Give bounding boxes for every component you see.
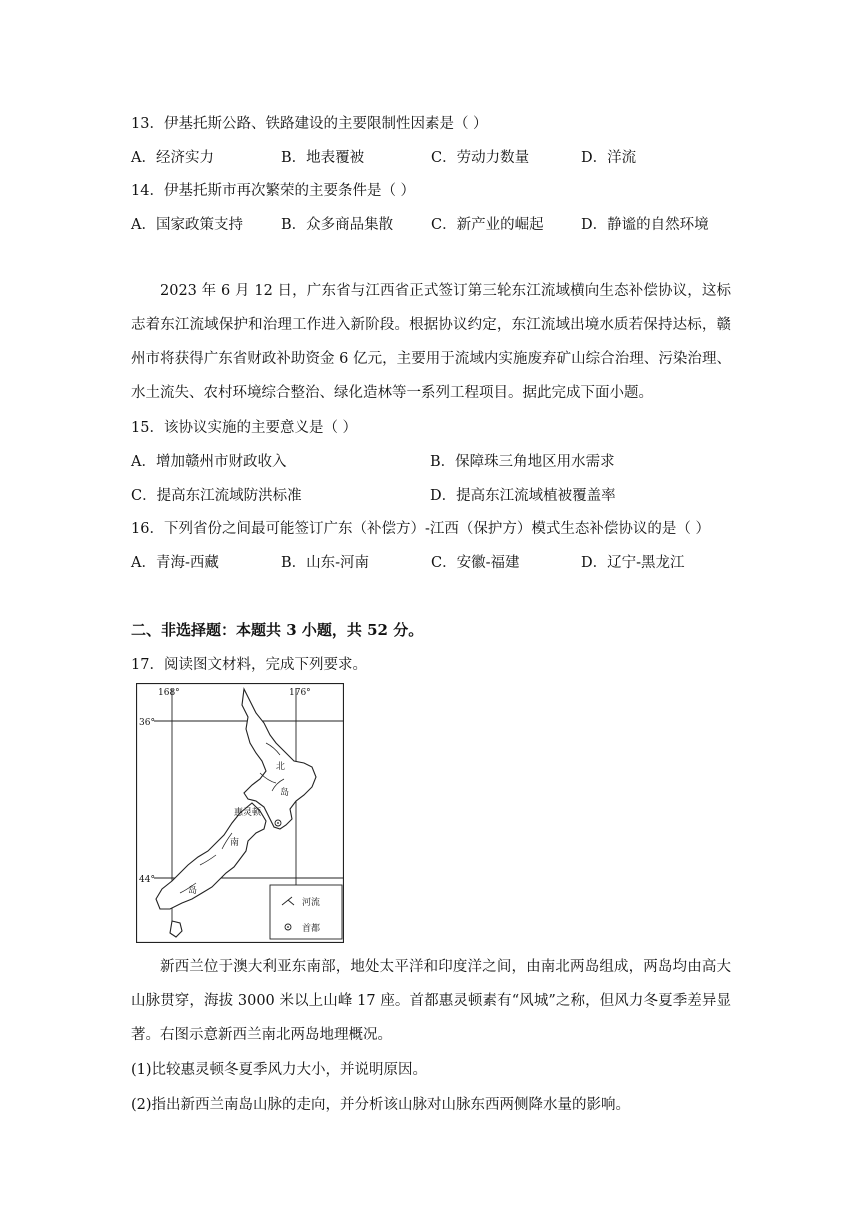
question-14-stem: 14．伊基托斯市再次繁荣的主要条件是（ ）: [131, 183, 416, 199]
lat-label-44: 44°: [139, 875, 155, 885]
q14-option-c: C．新产业的崛起: [431, 217, 544, 233]
q13-option-c: C．劳动力数量: [431, 150, 530, 166]
legend-capital-label: 首都: [302, 924, 321, 934]
north-island-label-1: 北: [276, 762, 286, 772]
legend-river-label: 河流: [302, 898, 321, 908]
q14-option-b: B．众多商品集散: [281, 217, 394, 233]
question-16-stem: 16．下列省份之间最可能签订广东（补偿方）-江西（保护方）模式生态补偿协议的是（ ）: [131, 521, 710, 537]
material-passage: [131, 274, 731, 410]
q15-option-a: A．增加赣州市财政收入: [131, 454, 287, 470]
lon-label-168: 168°: [158, 688, 180, 698]
q17-passage-text: 新西兰位于澳大利亚东南部，地处太平洋和印度洋之间，由南北两岛组成，两岛均由高大山脉贯穿，海拔 3000 米以上山峰 17 座。首都惠灵顿素有“风城”之称，但风力冬夏季差异显著。右图示意新西兰南北两岛地理概况。: [131, 959, 731, 1043]
question-17-stem: 17．阅读图文材料，完成下列要求。: [131, 657, 367, 673]
question-13-stem: 13．伊基托斯公路、铁路建设的主要限制性因素是（ ）: [131, 116, 488, 132]
q15-option-d: D．提高东江流域植被覆盖率: [430, 488, 616, 504]
south-island-label-1: 南: [230, 838, 240, 848]
lat-label-36: 36°: [139, 718, 155, 728]
wellington-label: 惠灵顿: [234, 808, 262, 818]
q17-sub-question-1: (1)比较惠灵顿冬夏季风力大小，并说明原因。: [131, 1062, 428, 1078]
question-15-stem: 15．该协议实施的主要意义是（ ）: [131, 420, 358, 436]
q16-option-a: A．青海-西藏: [131, 555, 219, 571]
q13-option-a: A．经济实力: [131, 150, 214, 166]
new-zealand-map: [136, 683, 344, 943]
q16-option-b: B．山东-河南: [281, 555, 370, 571]
q16-option-c: C．安徽-福建: [431, 555, 520, 571]
north-island-label-2: 岛: [280, 788, 290, 798]
south-island-label-2: 岛: [188, 886, 198, 896]
q15-option-b: B．保障珠三角地区用水需求: [430, 454, 615, 470]
lon-label-176: 176°: [289, 688, 311, 698]
passage-text: 2023 年 6 月 12 日，广东省与江西省正式签订第三轮东江流域横向生态补偿协议，这标志着东江流域保护和治理工作进入新阶段。根据协议约定，东江流域出境水质若保持达标，赣州市将获得广东省财政补助资金 6 亿元，主要用于流域内实施废弃矿山综合治理、污染治理、水土流失、农村环境综合整治、绿化造林等一系列工程项目。据此完成下面小题。: [131, 283, 731, 401]
q16-option-d: D．辽宁-黑龙江: [581, 555, 685, 571]
q17-passage: [131, 950, 731, 1052]
q17-sub-question-2: (2)指出新西兰南岛山脉的走向，并分析该山脉对山脉东西两侧降水量的影响。: [131, 1097, 631, 1113]
q13-option-d: D．洋流: [581, 150, 637, 166]
q13-option-b: B．地表覆被: [281, 150, 365, 166]
section-title: 二、非选择题：本题共 3 小题，共 52 分。: [131, 621, 424, 639]
q14-option-d: D．静谧的自然环境: [581, 217, 709, 233]
q14-option-a: A．国家政策支持: [131, 217, 243, 233]
q15-option-c: C．提高东江流域防洪标准: [131, 488, 302, 504]
